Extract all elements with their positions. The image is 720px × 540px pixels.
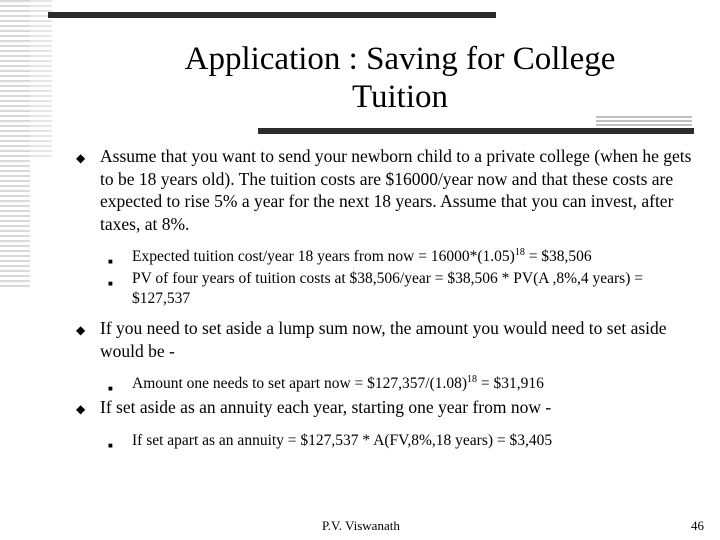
slide-content xyxy=(72,145,692,453)
sub-bullet-text-post: = $38,506 xyxy=(524,248,592,265)
slide-title-line1: Application : Saving for College xyxy=(184,41,616,77)
sub-bullet-text: PV of four years of tuition costs at $38,506/year = $38,506 * PV(A ,8%,4 years) = $127,537 xyxy=(132,270,643,307)
decorative-mid-stripes xyxy=(596,116,692,128)
sub-bullet-superscript: 18 xyxy=(514,246,525,258)
page-number: 46 xyxy=(691,518,704,533)
decorative-top-bar xyxy=(48,12,496,18)
sub-bullet-item xyxy=(72,431,692,451)
sub-bullet-item xyxy=(72,247,692,267)
diamond-bullet-icon: ◆ xyxy=(76,151,86,165)
decorative-stripes-left xyxy=(0,0,30,290)
sub-bullet-text: If set apart as an annuity = $127,537 * A(FV,8%,18 years) = $3,405 xyxy=(132,431,553,449)
sub-bullet-item xyxy=(72,374,692,394)
bullet-text: If set aside as an annuity each year, starting one year from now - xyxy=(100,397,552,417)
square-bullet-icon: ■ xyxy=(108,384,113,393)
bullet-item xyxy=(72,317,692,362)
diamond-bullet-icon: ◆ xyxy=(76,323,86,337)
square-bullet-icon: ■ xyxy=(108,257,113,266)
square-bullet-icon: ■ xyxy=(108,279,113,288)
bullet-item xyxy=(72,396,692,419)
slide-title xyxy=(100,40,700,116)
sub-bullet-item xyxy=(72,269,692,309)
slide-title-line2: Tuition xyxy=(351,79,448,115)
bullet-text: If you need to set aside a lump sum now, the amount you would need to set aside would be - xyxy=(100,318,667,361)
sub-bullet-text-pre: Expected tuition cost/year 18 years from now = 16000*(1.05) xyxy=(132,248,515,265)
sub-bullet-text-post: = $31,916 xyxy=(477,375,544,392)
decorative-mid-bar xyxy=(258,128,694,134)
sub-bullet-superscript: 18 xyxy=(467,373,478,385)
footer-author: P.V. Viswanath xyxy=(322,518,400,533)
bullet-text: Assume that you want to send your newborn child to a private college (when he gets to be 18 years old). The tuition costs are $16000/year now and that these costs are expected to rise 5% a year for the next 18 years. Assume that you can invest, after taxes, at 8%. xyxy=(100,146,692,234)
sub-bullet-text-pre: Amount one needs to set apart now = $127,357/(1.08) xyxy=(132,375,468,392)
diamond-bullet-icon: ◆ xyxy=(76,402,86,416)
bullet-item xyxy=(72,145,692,235)
square-bullet-icon: ■ xyxy=(108,440,113,450)
decorative-stripes-left-inner xyxy=(30,0,52,160)
